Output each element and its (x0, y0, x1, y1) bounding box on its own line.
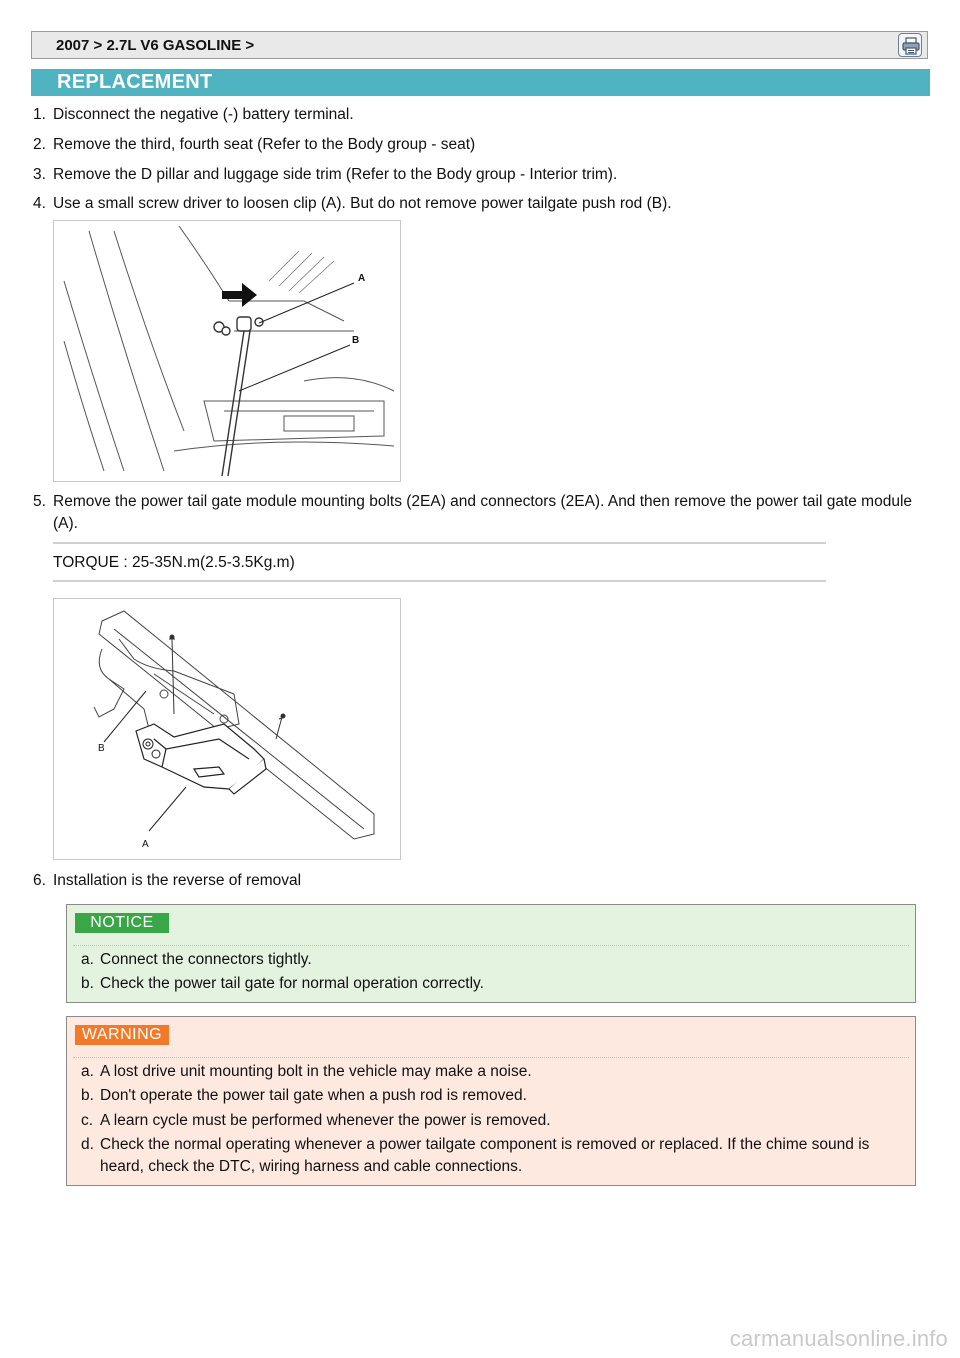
item-letter: c. (81, 1112, 94, 1129)
step-text: Use a small screw driver to loosen clip (A). But do not remove power tailgate push rod (B). (53, 195, 672, 212)
section-title: REPLACEMENT (31, 69, 930, 96)
callout-label-a: A (142, 839, 149, 850)
divider (73, 1057, 909, 1058)
step-number: 6. (33, 872, 46, 889)
divider (73, 945, 909, 946)
push-rod-illustration (54, 221, 400, 481)
watermark-text: carmanualsonline.info (729, 1326, 948, 1351)
warning-badge: WARNING (75, 1025, 169, 1045)
step-number: 5. (33, 493, 46, 510)
step-number: 1. (33, 106, 46, 123)
item-text: Don't operate the power tail gate when a push rod is removed. (100, 1087, 527, 1104)
notice-badge: NOTICE (75, 913, 169, 933)
printer-icon (901, 36, 921, 56)
item-text: A learn cycle must be performed whenever the power is removed. (100, 1112, 551, 1129)
callout-label-b: B (98, 743, 105, 754)
callout-label-a: A (358, 273, 366, 284)
callout-label-b: B (352, 335, 360, 346)
torque-text: TORQUE : 25-35N.m(2.5-3.5Kg.m) (53, 554, 295, 571)
step-text: Remove the third, fourth seat (Refer to the Body group - seat) (53, 136, 476, 153)
item-text: A lost drive unit mounting bolt in the vehicle may make a noise. (100, 1063, 532, 1080)
item-text: Check the power tail gate for normal operation correctly. (100, 975, 484, 992)
figure-tailgate-module (53, 598, 401, 860)
step-text: Remove the D pillar and luggage side trim (Refer to the Body group - Interior trim). (53, 166, 618, 183)
item-text: Check the normal operating whenever a power tailgate component is removed or replaced. If the chime sound is heard, check the DTC, wiring harness and cable connections. (100, 1136, 870, 1175)
warning-box (66, 1016, 916, 1186)
step-text: Remove the power tail gate module mounting bolts (2EA) and connectors (2EA). And then remove the power tail gate module (A). (53, 493, 913, 532)
breadcrumb-text: 2007 > 2.7L V6 GASOLINE > (56, 37, 255, 54)
step-number: 2. (33, 136, 46, 153)
item-text: Connect the connectors tightly. (100, 951, 312, 968)
item-letter: a. (81, 951, 94, 968)
item-letter: a. (81, 1063, 94, 1080)
item-letter: b. (81, 1087, 94, 1104)
notice-box (66, 904, 916, 1003)
figure-push-rod-clip (53, 220, 401, 482)
item-letter: d. (81, 1136, 94, 1153)
tailgate-module-illustration (54, 599, 400, 859)
step-text: Disconnect the negative (-) battery terminal. (53, 106, 354, 123)
step-text: Installation is the reverse of removal (53, 872, 302, 889)
torque-spec (53, 542, 826, 582)
breadcrumb (31, 31, 928, 59)
step-number: 3. (33, 166, 46, 183)
step-number: 4. (33, 195, 46, 212)
item-letter: b. (81, 975, 94, 992)
print-button[interactable] (898, 33, 922, 57)
